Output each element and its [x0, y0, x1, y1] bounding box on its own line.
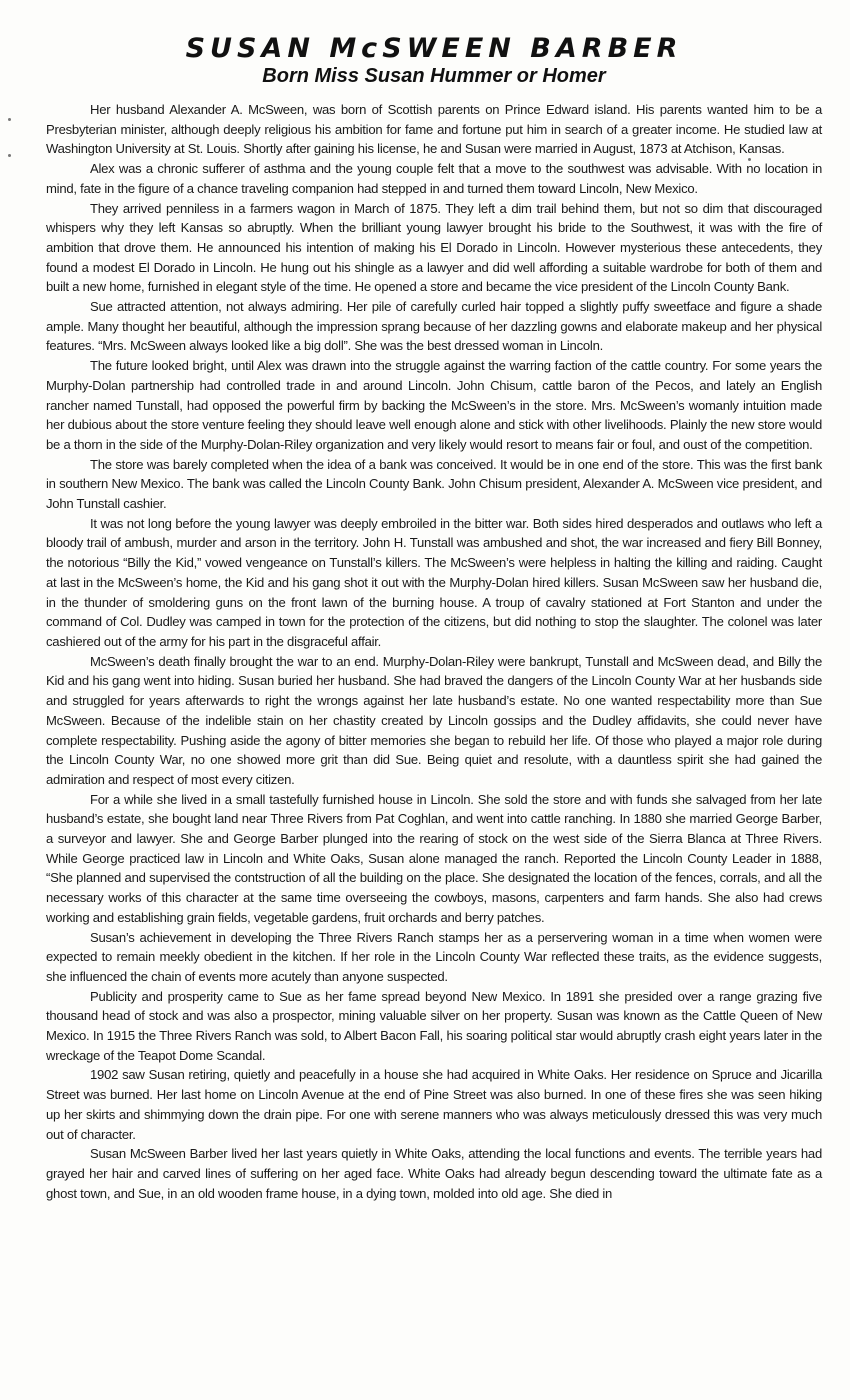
- article-body: [46, 100, 822, 1203]
- paragraph: Publicity and prosperity came to Sue as her fame spread beyond New Mexico. In 1891 she presided over a range grazing five thousand head of stock and was also a prospector, mining valuable silver on her property. Susan was known as the Cattle Queen of New Mexico. In 1915 the Three Rivers Ranch was sold, to Albert Bacon Fall, his soaring political star would abruptly crash eight years later in the wreckage of the Teapot Dome Scandal.: [46, 988, 822, 1063]
- paragraph: Sue attracted attention, not always admiring. Her pile of carefully curled hair topped a slightly puffy sweetface and figure a shade ample. Many thought her beautiful, although the impression sprang because of her dazzling gowns and elaborate makeup and her physical features. “Mrs. McSween always looked like a big doll”. She was the best dressed woman in Lincoln.: [46, 299, 822, 354]
- paragraph: Susan’s achievement in developing the Three Rivers Ranch stamps her as a perservering woman in a time when women were expected to remain meekly obedient in the kitchen. If her role in the Lincoln County War reflected these traits, as the evidence suggests, she influenced the chain of events more acutely than anyone suspected.: [46, 929, 822, 984]
- page-subtitle: Born Miss Susan Hummer or Homer: [262, 65, 606, 87]
- paragraph: The future looked bright, until Alex was drawn into the struggle against the warring faction of the cattle country. For some years the Murphy-Dolan partnership had controlled trade in and around Lincoln. John Chisum, cattle baron of the Pecos, and lately an English rancher named Tunstall, had opposed the powerful firm by backing the McSween’s in the store. Mrs. McSween’s womanly intuition made her dubious about the store venture feeling they should leave well enough alone and stick with other livelihoods. Plainly the new store would be a thorn in the side of the Murphy-Dolan-Riley organization and very likely would resort to means fair or foul, and oust of the competition.: [46, 358, 822, 452]
- paragraph: They arrived penniless in a farmers wagon in March of 1875. They left a dim trail behind them, but not so dim that discouraged whispers why they left Kansas so abruptly. When the brilliant young lawyer brought his bride to the Southwest, it was with the fire of ambition that drove them. He announced his intention of making his El Dorado in Lincoln. However mysterious these antecedents, they found a modest El Dorado in Lincoln. He hung out his shingle as a lawyer and did well affording a suitable wardrobe for both of them and built a new home, furnished in elegant style of the time. He opened a store and became the vice president of the Lincoln County Bank.: [46, 200, 822, 295]
- paragraph: For a while she lived in a small tastefully furnished house in Lincoln. She sold the store and with funds she salvaged from her late husband’s estate, she bought land near Three Rivers from Pat Coghlan, and went into cattle ranching. In 1880 she married George Barber, a surveyor and lawyer. She and George Barber plunged into the rearing of stock on the west side of the Sierra Blanca at Three Rivers. While George practiced law in Lincoln and White Oaks, Susan alone managed the ranch. Reported the Lincoln County Leader in 1888, “She planned and supervised the contstruction of all the building on the place. She designated the location of the fences, corrals, and all the necessary works of this character at the same time overseeing the cowboys, masons, carpenters and farm hands. She also had crews working and establishing grain fields, vegetable gardens, fruit orchards and berry patches.: [46, 791, 822, 925]
- paragraph: 1902 saw Susan retiring, quietly and peacefully in a house she had acquired in White Oaks. Her residence on Spruce and Jicarilla Street was burned. Her last home on Lincoln Avenue at the end of Pine Street was also burned. In one of these fires she was seen hiking up her skirts and shimmying down the drain pipe. For one with serene manners who was always meticulously dressed this was very much out of character.: [46, 1067, 822, 1142]
- paragraph: The store was barely completed when the idea of a bank was conceived. It would be in one end of the store. This was the first bank in southern New Mexico. The bank was called the Lincoln County Bank. John Chisum president, Alexander A. McSween vice president, and John Tunstall cashier.: [46, 456, 822, 512]
- scan-speck: [748, 158, 751, 161]
- paragraph: Her husband Alexander A. McSween, was born of Scottish parents on Prince Edward island. His parents wanted him to be a Presbyterian minister, although deeply religious his ambition for fame and fortune put him in search of a greater income. He studied law at Washington University at St. Louis. Shortly after gaining his license, he and Susan were married in August, 1873 at Atchison, Kansas.: [46, 102, 822, 157]
- paragraph: McSween’s death finally brought the war to an end. Murphy-Dolan-Riley were bankrupt, Tunstall and McSween dead, and Billy the Kid and his gang went into hiding. Susan buried her husband. She had braved the dangers of the Lincoln County War at her husbands side and struggled for years afterwards to right the wrongs against her late husband’s estate. No one wanted respectability more than Sue McSween. Because of the indelible stain on her chastity created by Lincoln gossips and the Dudley affidavits, she could never have complete respectability. Pushing aside the agony of bitter memories she began to rebuild her life. Of those who played a major role during the Lincoln County War, no one showed more grit than did Sue. Being quiet and resolute, with a dauntless spirit she had gained the admiration and respect of most every citizen.: [46, 653, 822, 787]
- scan-speck: [8, 118, 11, 121]
- scan-speck: [8, 154, 11, 157]
- paragraph: Alex was a chronic sufferer of asthma and the young couple felt that a move to the southwest was advisable. With no location in mind, fate in the figure of a chance traveling companion had stepped in and turned them toward Lincoln, New Mexico.: [46, 161, 822, 196]
- page-title: SUSAN McSWEEN BARBER: [185, 33, 683, 64]
- paragraph: Susan McSween Barber lived her last years quietly in White Oaks, attending the local functions and events. The terrible years had grayed her hair and carved lines of suffering on her aged face. White Oaks had already begun descending toward the ultimate fate as a ghost town, and Sue, in an old wooden frame house, in a dying town, molded into old age. She died in: [46, 1146, 822, 1201]
- paragraph: It was not long before the young lawyer was deeply embroiled in the bitter war. Both sides hired desperados and outlaws who left a bloody trail of ambush, murder and arson in the territory. John H. Tunstall was ambushed and shot, the war increased and fiery Bill Bonney, the notorious “Billy the Kid,” vowed vengeance on Tunstall’s killers. The McSween’s were helpless in halting the killing and raiding. Caught at last in the McSween’s home, the Kid and his gang shot it out with the Murphy-Dolan hired killers. Susan McSween saw her husband die, in the thunder of smoldering guns on the front lawn of the burning house. A troup of cavalry stationed at Fort Stanton and under the command of Col. Dudley was camped in town for the protection of the citizens, but did nothing to stop the slaughter. The colonel was later cashiered out of the army for his part in the disgraceful affair.: [46, 515, 822, 649]
